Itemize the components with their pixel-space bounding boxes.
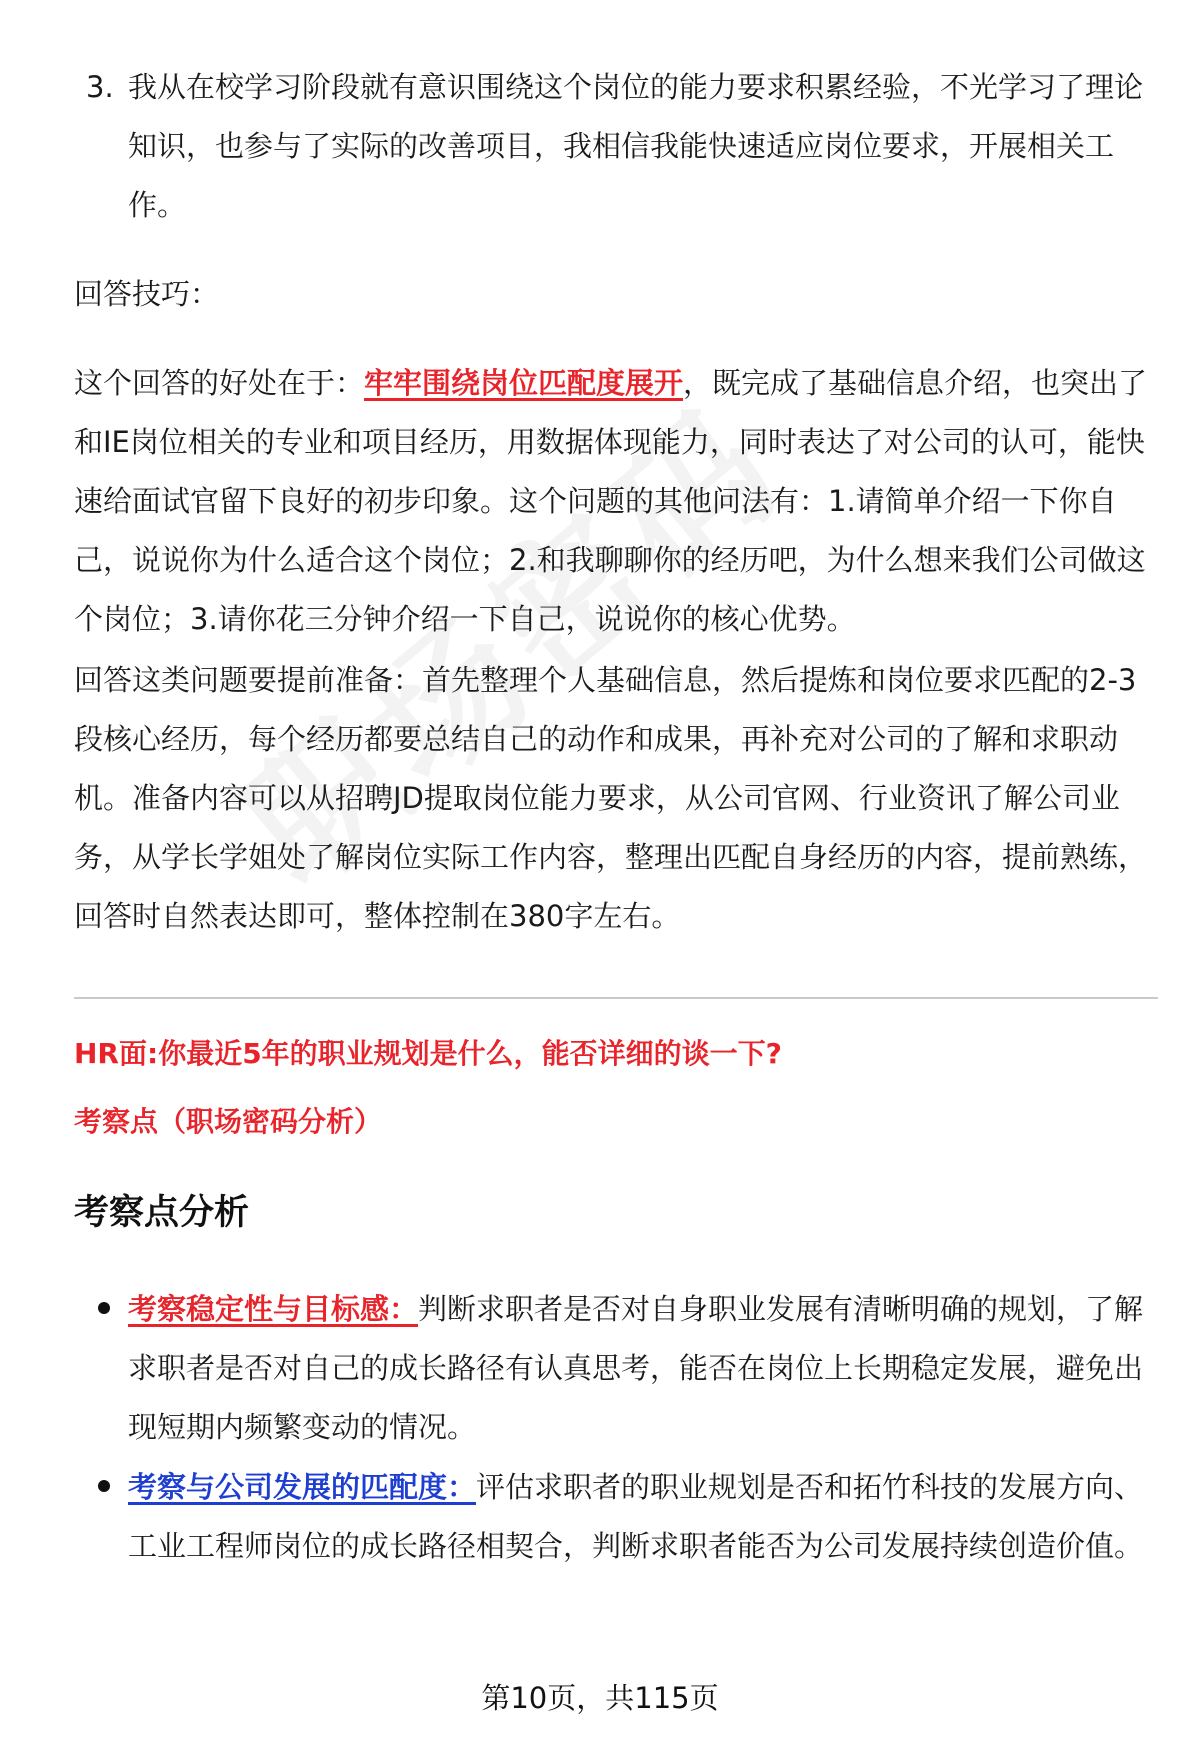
page-footer: 第10页，共115页 (481, 1681, 719, 1715)
paragraph-rest: ，既完成了基础信息介绍，也突出了和IE岗位相关的专业和项目经历，用数据体现能力，同时表达了对公司的认可，能快速给面试官留下良好的初步印象。这个问题的其他问法有：1.请简单介绍一下你自己，说说你为什么适合这个岗位；2.和我聊聊你的经历吧，为什么想来我们公司做这个岗位；3.请你花三分钟介绍一下自己，说说你的核心优势。 (74, 366, 1148, 636)
bullet-dot-icon (98, 1480, 110, 1492)
item-text: 我从在校学习阶段就有意识围绕这个岗位的能力要求积累经验，不光学习了理论知识，也参与了实际的改善项目，我相信我能快速适应岗位要求，开展相关工作。 (128, 70, 1144, 222)
bullet-label: 考察与公司发展的匹配度： (128, 1470, 477, 1504)
assessment-heading: 考察点（职场密码分析） (74, 1105, 383, 1138)
section-divider (74, 997, 1158, 999)
item-number: 3. (86, 70, 114, 104)
highlighted-phrase: 牢牢围绕岗位匹配度展开 (364, 366, 684, 400)
answer-analysis-paragraph (74, 354, 1159, 649)
bullet-text: 评估求职者的职业规划是否和拓竹科技的发展方向、工业工程师岗位的成长路径相契合，判断求职者能否为公司发展持续创造价值。 (128, 1470, 1144, 1563)
section-title: 考察点分析 (74, 1193, 250, 1233)
bullet-dot-icon (98, 1302, 110, 1314)
bullet-label: 考察稳定性与目标感： (128, 1292, 419, 1326)
preparation-paragraph: 回答这类问题要提前准备：首先整理个人基础信息，然后提炼和岗位要求匹配的2-3段核心经历，每个经历都要总结自己的动作和成果，再补充对公司的了解和求职动机。准备内容可以从招聘JD提取岗位能力要求，从公司官网、行业资讯了解公司业务，从学长学姐处了解岗位实际工作内容，整理出匹配自身经历的内容，提前熟练，回答时自然表达即可，整体控制在380字左右。 (74, 663, 1148, 933)
paragraph-prefix: 这个回答的好处在于： (74, 366, 365, 400)
hr-question-heading: HR面:你最近5年的职业规划是什么，能否详细的谈一下? (74, 1037, 782, 1070)
tips-label: 回答技巧： (74, 277, 220, 311)
bullet-text: 判断求职者是否对自身职业发展有清晰明确的规划，了解求职者是否对自己的成长路径有认真思考，能否在岗位上长期稳定发展，避免出现短期内频繁变动的情况。 (128, 1292, 1144, 1444)
